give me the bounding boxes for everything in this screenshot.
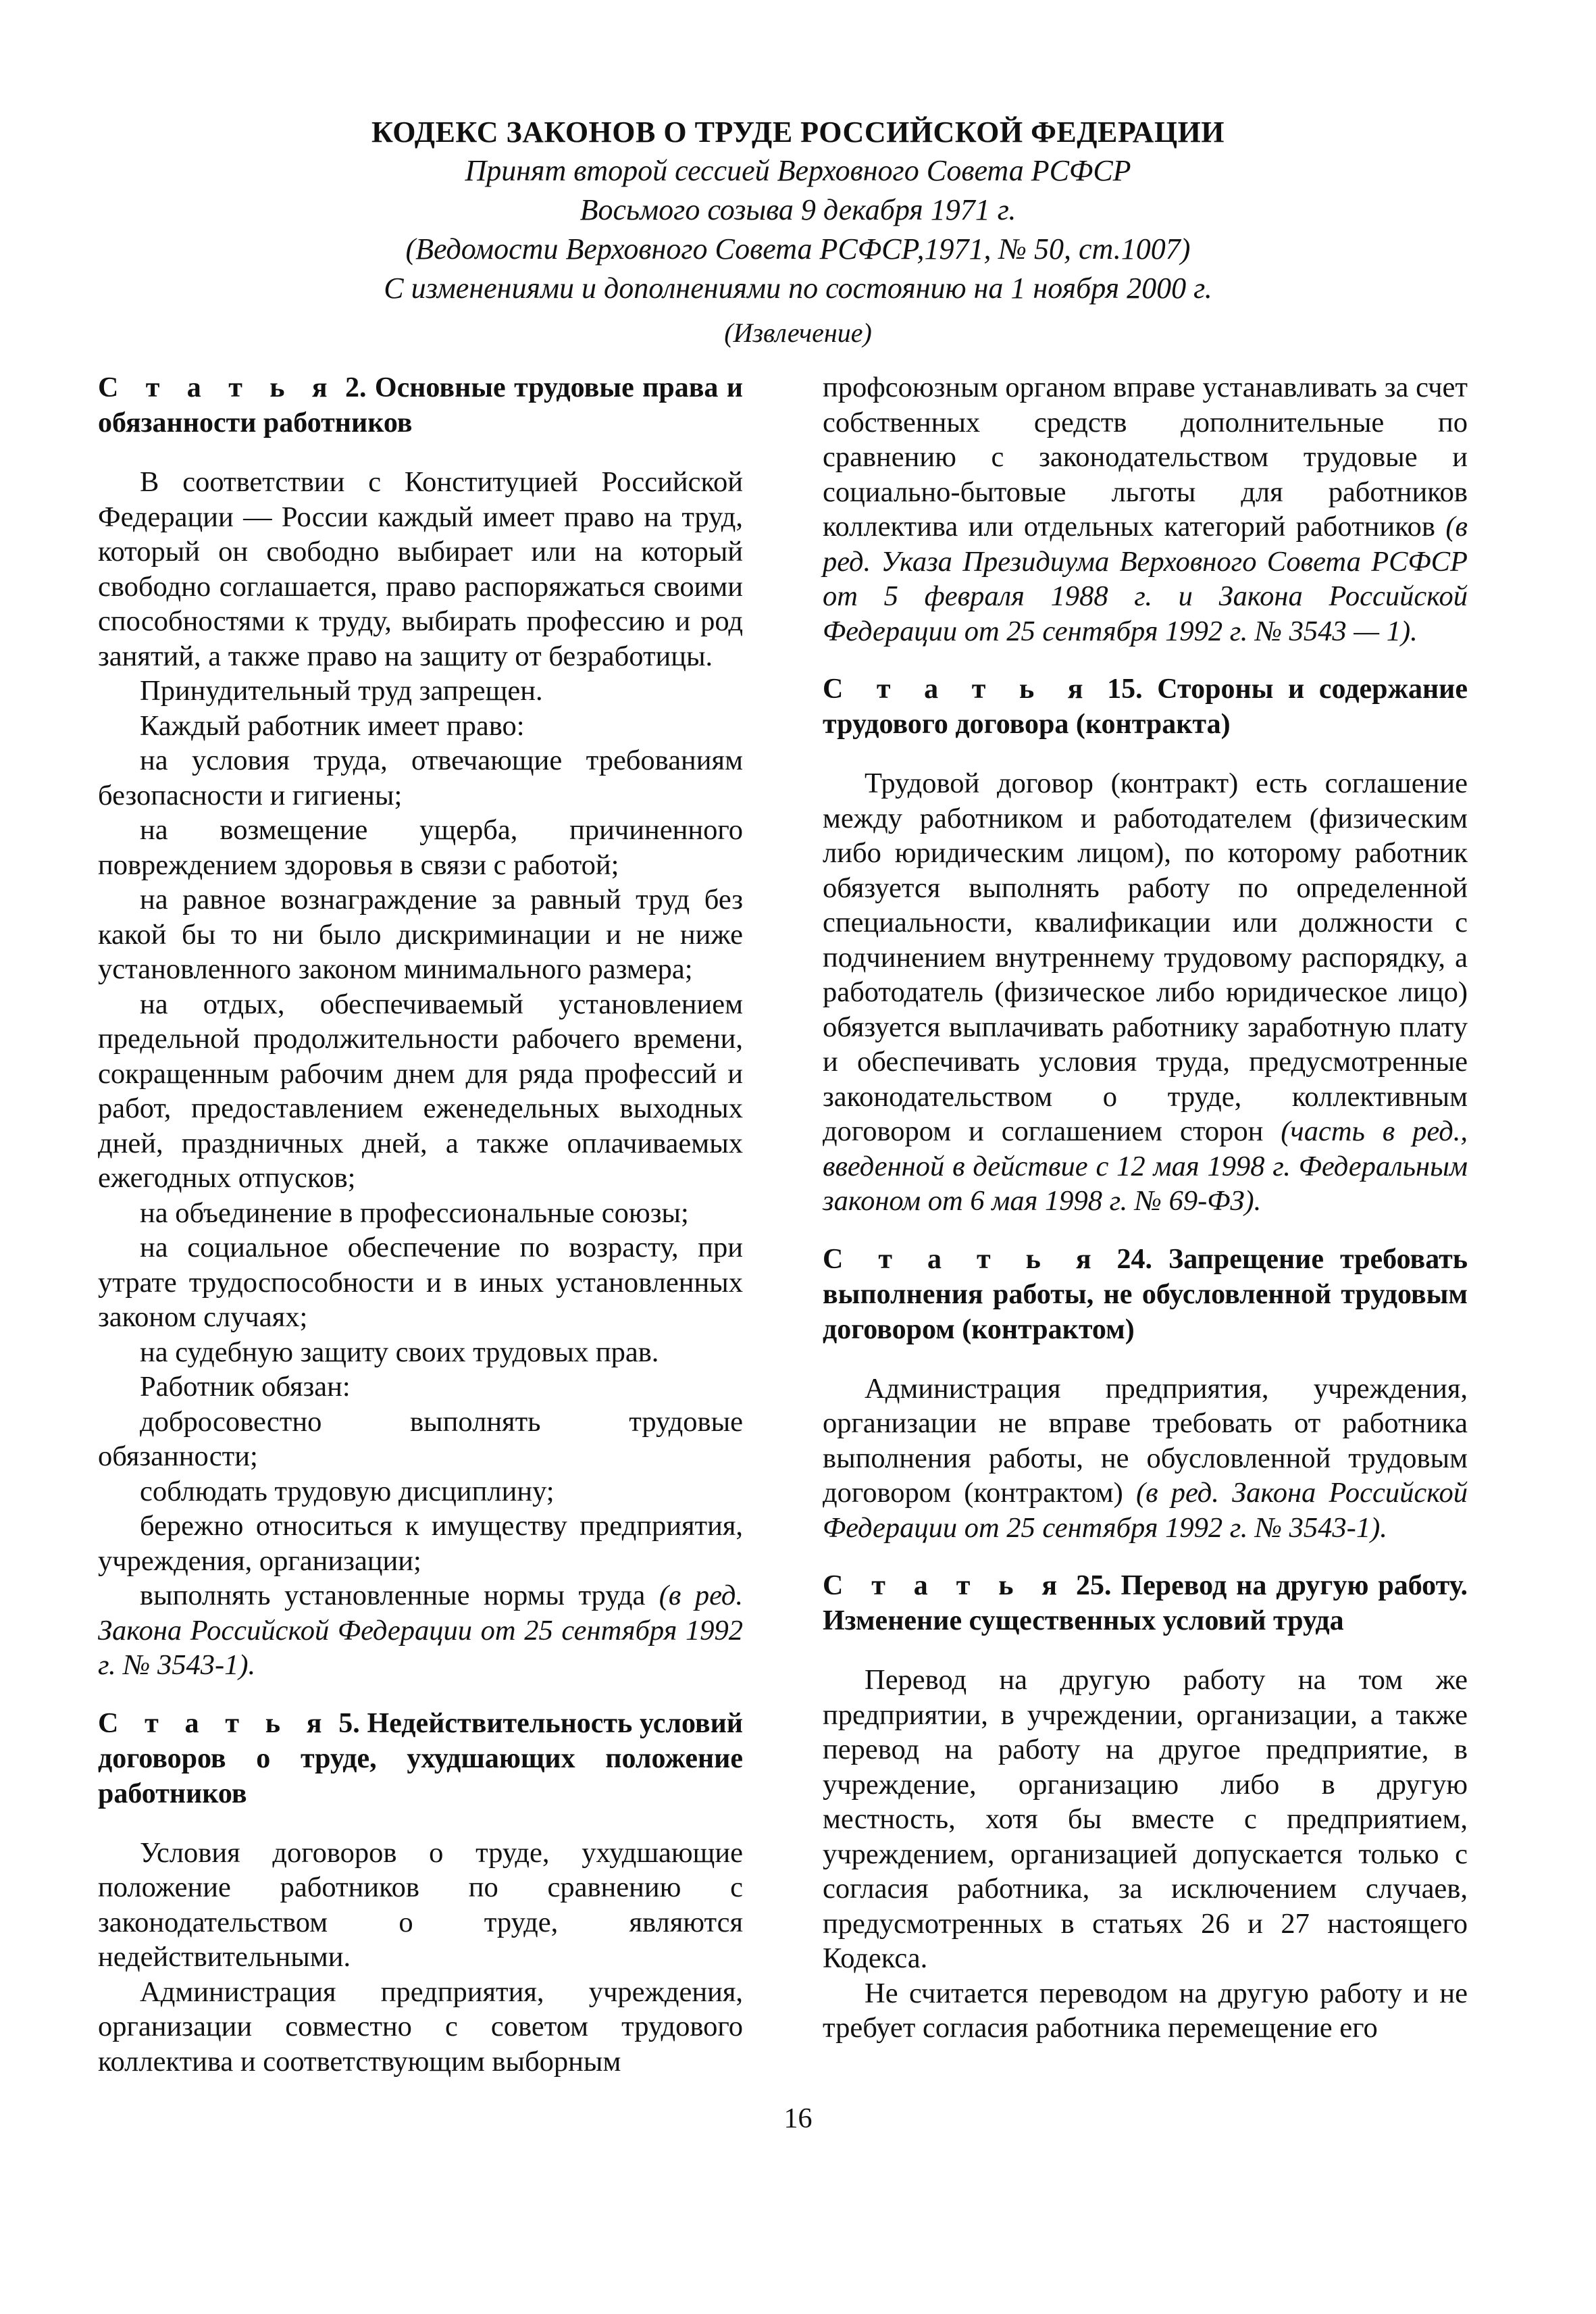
article-title: 15. Стороны и содержание трудового договора (контракта)	[823, 674, 1468, 740]
paragraph: В соответствии с Конституцией Российской Федерации — России каждый имеет право на труд, который он свободно выбирает или на который свободно соглашается, право распоряжаться своими способностями к труду, выбирать профессию и род занятий, а также право на защиту от безработицы.	[98, 466, 743, 672]
right-column	[823, 370, 1468, 2046]
source-line: (Ведомости Верховного Совета РСФСР,1971, № 50, ст.1007)	[405, 232, 1191, 266]
list-item: на условия труда, отвечающие требованиям безопасности и гигиены;	[98, 745, 743, 811]
document-header	[0, 114, 1596, 308]
paragraph: Администрация предприятия, учреждения, организации совместно с советом трудового коллектива и соответствующим выборным	[98, 1976, 743, 2078]
list-item: на отдых, обеспечиваемый установлением предельной продолжительности рабочего времени, сокращенным рабочим днем для ряда профессий и работ, предоставлением еженедельных выходных дней, праздничных дней, а также оплачиваемых ежегодных отпусков;	[98, 988, 743, 1194]
article-title: 24. Запрещение требовать выполнения работы, не обусловленной трудовым договором (контрактом)	[823, 1243, 1468, 1345]
paragraph-text: Администрация предприятия, учреждения, организации не вправе требовать от работника выполнения работы, не обусловленной трудовым договором (контрактом)	[823, 1372, 1468, 1509]
article-title: 5. Недействительность условий договоров о труде, ухудшающих положение работников	[98, 1707, 744, 1809]
list-item: соблюдать трудовую дисциплину;	[140, 1475, 555, 1507]
paragraph: Работник обязан:	[140, 1371, 351, 1403]
list-item-text: выполнять установленные нормы труда	[140, 1580, 659, 1611]
list-item	[98, 1578, 743, 1683]
extract-label: (Извлечение)	[724, 318, 872, 348]
paragraph: Условия договоров о труде, ухудшающие положение работников по сравнению с законодательством о труде, являются недействительными.	[98, 1836, 743, 1973]
list-item: добросовестно выполнять трудовые обязанности;	[98, 1405, 743, 1472]
article-label: С т а т ь я	[98, 372, 337, 403]
list-item: на социальное обеспечение по возрасту, при утрате трудоспособности и в иных установленных законом случаях;	[98, 1232, 743, 1333]
paragraph: Не считается переводом на другую работу и не требует согласия работника перемещение его	[823, 1977, 1468, 2044]
list-item: на возмещение ущерба, причиненного повреждением здоровья в связи с работой;	[98, 814, 743, 881]
paragraph	[823, 1372, 1468, 1546]
paragraph	[823, 370, 1468, 649]
article-label: С т а т ь я	[98, 1707, 332, 1739]
code-title: КОДЕКС ЗАКОНОВ О ТРУДЕ РОССИЙСКОЙ ФЕДЕРАЦИИ	[371, 116, 1225, 149]
amendment-reference: (в ред. Указа Президиума Верховного Совета РСФСР от 5 февраля 1988 г. и Закона Российской Федерации от 25 сентября 1992 г. № 3543 — 1).	[823, 511, 1468, 647]
left-column	[98, 370, 743, 2079]
paragraph-text: Трудовой договор (контракт) есть соглашение между работником и работодателем (физическим либо юридическим лицом), по которому работник обязуется выполнять работу по определенной специальности, квалификации или должности с подчинением внутреннему трудовому распорядку, а работодатель (физическое либо юридическое лицо) обязуется выплачивать работнику заработную плату и обеспечивать условия труда, предусмотренные законодательством о труде, коллективным договором и соглашением сторон	[823, 768, 1468, 1147]
amendments-line: С изменениями и дополнениями по состоянию на 1 ноября 2000 г.	[384, 272, 1212, 305]
paragraph: Принудительный труд запрещен.	[140, 675, 543, 707]
paragraph-text: профсоюзным органом вправе устанавливать за счет собственных средств дополнительные по сравнению с законодательством трудовые и социально-бытовые льготы для работников коллектива или отдельных категорий работников	[823, 372, 1468, 543]
amendment-reference: (в ред. Закона Российской Федерации от 25 сентября 1992 г. № 3543-1).	[98, 1580, 743, 1681]
article-title: 25. Перевод на другую работу. Изменение существенных условий труда	[823, 1570, 1468, 1636]
paragraph	[823, 766, 1468, 1219]
article-label: С т а т ь я	[823, 1243, 1101, 1275]
article-label: С т а т ь я	[823, 1570, 1067, 1601]
article-title: 2. Основные трудовые права и обязанности работников	[98, 372, 743, 438]
page-number: 16	[783, 2103, 813, 2134]
article-15-heading	[823, 672, 1468, 742]
convocation-line: Восьмого созыва 9 декабря 1971 г.	[580, 193, 1016, 226]
article-label: С т а т ь я	[823, 674, 1093, 705]
list-item: на объединение в профессиональные союзы;	[140, 1197, 689, 1229]
list-item: на равное вознаграждение за равный труд без какой бы то ни было дискриминации и не ниже установленного законом минимального размера;	[98, 884, 743, 985]
list-item: бережно относиться к имуществу предприятия, учреждения, организации;	[98, 1510, 743, 1577]
list-item: на судебную защиту своих трудовых прав.	[140, 1336, 659, 1368]
adoption-line: Принят второй сессией Верховного Совета РСФСР	[465, 154, 1131, 187]
amendment-reference: (в ред. Закона Российской Федерации от 25 сентября 1992 г. № 3543-1).	[823, 1477, 1468, 1544]
paragraph: Каждый работник имеет право:	[140, 709, 525, 742]
paragraph: Перевод на другую работу на том же предприятии, в учреждении, организации, а также перевод на работу на другое предприятие, в учреждение, организацию либо в другую местность, хотя бы вместе с предприятием, учреждением, организацией допускается только с согласия работника, за исключением случаев, предусмотренных в статьях 26 и 27 настоящего Кодекса.	[823, 1664, 1468, 1974]
article-5-heading	[98, 1706, 743, 1811]
article-25-heading	[823, 1568, 1468, 1638]
amendment-reference: (часть в ред., введенной в действие с 12 мая 1998 г. Федеральным законом от 6 мая 1998 г. № 69-ФЗ).	[823, 1115, 1468, 1217]
article-24-heading	[823, 1242, 1468, 1347]
article-2-heading	[98, 370, 743, 441]
